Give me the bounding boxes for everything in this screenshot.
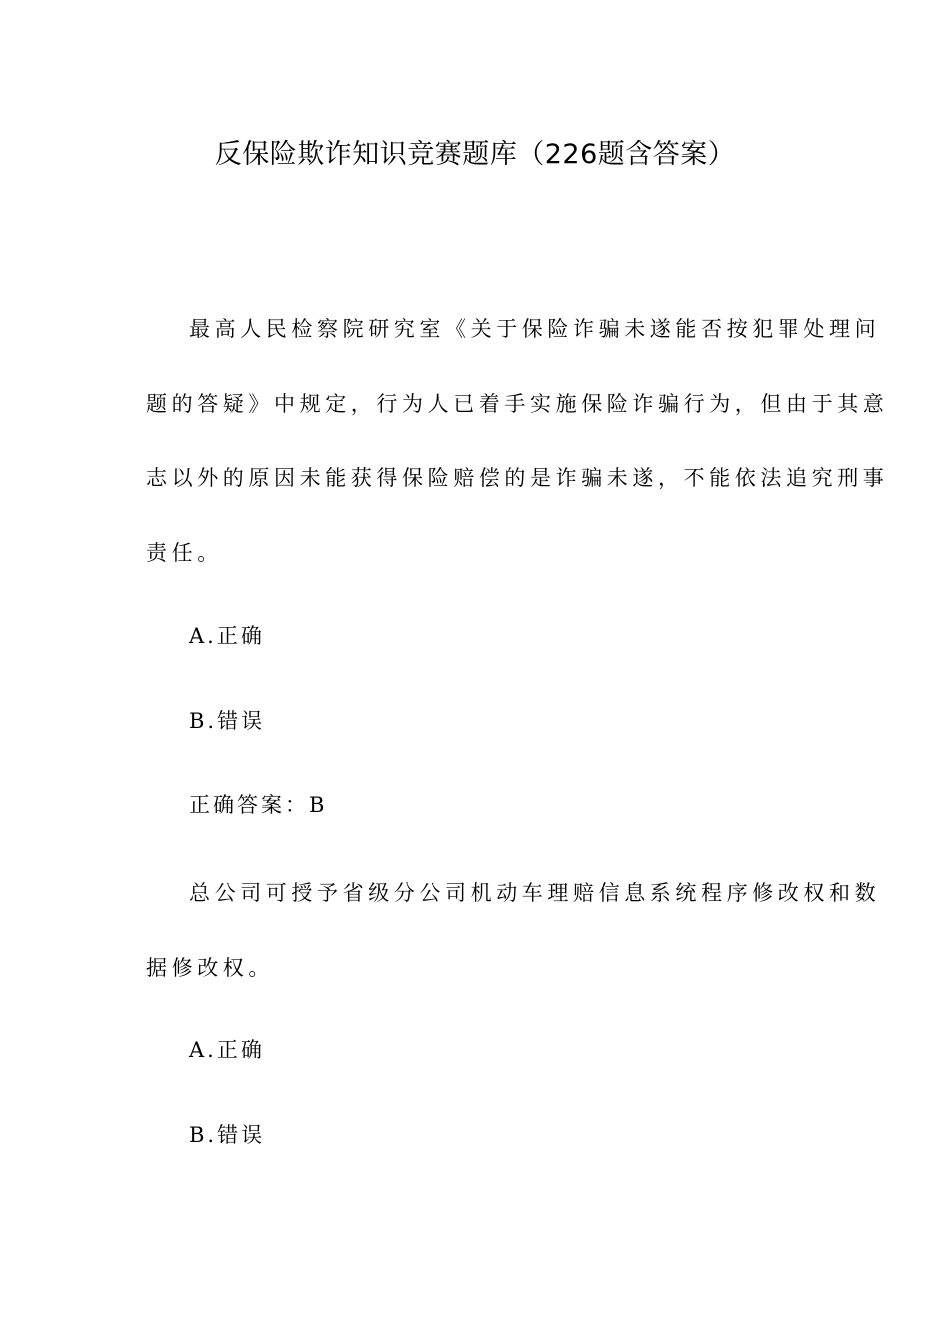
question-1-line-2: 题的答疑》中规定，行为人已着手实施保险诈骗行为，但由于其意 <box>146 392 889 416</box>
question-2-option-b: B.错误 <box>189 1123 266 1147</box>
question-1-line-3: 志以外的原因未能获得保险赔偿的是诈骗未遂，不能依法追究刑事 <box>146 466 889 490</box>
question-2-line-1: 总公司可授予省级分公司机动车理赔信息系统程序修改权和数 <box>189 881 881 905</box>
question-1-answer: 正确答案：B <box>189 793 328 817</box>
question-2-option-a: A.正确 <box>189 1038 265 1062</box>
question-1-line-1: 最高人民检察院研究室《关于保险诈骗未遂能否按犯罪处理问 <box>189 317 881 341</box>
document-title: 反保险欺诈知识竞赛题库（226题含答案） <box>214 139 736 170</box>
question-1-option-b: B.错误 <box>189 709 266 733</box>
question-2-line-2: 据修改权。 <box>146 956 274 980</box>
question-1-line-4: 责任。 <box>146 541 223 565</box>
question-1-option-a: A.正确 <box>189 624 265 648</box>
